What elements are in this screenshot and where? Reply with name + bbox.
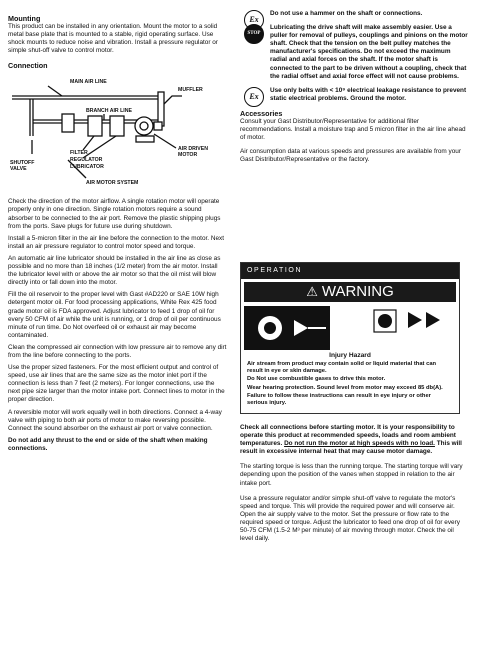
paragraph-fasteners: Use the proper sized fasteners. For the most efficient output and control of speed, use air lines that are the same size as the motor inlet port if the connection is less than 7 feet (2 meters). For longer connections, use the next pipe size larger than the motor intake port. Connect lines to motor in the proper direction.	[8, 364, 225, 404]
right-column	[240, 0, 468, 164]
paragraph-airflow: Check the direction of the motor airflow. A single rotation motor will operate properly only in one direction. Single rotation motors require a sound absorber to be connected to the air port. Remove the plastic shipping plugs from the ports. Save plugs for future use during shutdown.	[8, 198, 221, 230]
label-branch-air-line: BRANCH AIR LINE	[86, 108, 132, 115]
injury-hazard-icons	[244, 306, 458, 350]
warning-line-failure: Failure to follow these instructions can result in eye injury or other serious injury.	[247, 393, 431, 406]
injury-hazard-title: Injury Hazard	[329, 352, 371, 359]
check-connections-no-load: Do not run the motor at high speeds with no load.	[284, 440, 435, 448]
label-lubricator: LUBRICATOR	[70, 164, 104, 171]
mounting-heading: Mounting	[8, 14, 41, 23]
accessories-heading: Accessories	[240, 108, 283, 118]
warning-line-hearing: Wear hearing protection. Sound level from motor may exceed 85 db(A).	[247, 384, 443, 391]
stop-icon: STOP	[244, 24, 264, 44]
air-motor-system-diagram	[8, 74, 228, 194]
operation-header: OPERATION	[241, 263, 459, 279]
warning-hammer	[240, 10, 468, 24]
mounting-text: This product can be installed in any orientation. Mount the motor to a solid metal base plate that is mounted to a stable, rigid operating surface. Use shock mounts to reduce noise and vibration. Install a pressure regulator or simple shut-off valve to control motor.	[8, 23, 218, 55]
paragraph-no-thrust: Do not add any thrust to the end or side of the shaft when making connections.	[8, 436, 208, 452]
warning-line-combustible: Do Not use combustible gases to drive this motor.	[247, 376, 386, 383]
starting-torque-text: The starting torque is less than the running torque. The starting torque will vary depending upon the position of the vanes when stopped in relation to the air intake port.	[240, 463, 463, 487]
paragraph-reversible: A reversible motor will work equally well in both directions. Connect a 4-way valve with piping to both air ports of motor to make reversing possible. Connect the sound absorber on the exhaust air port or valve connection.	[8, 408, 222, 432]
air-consumption-text: Air consumption data at various speeds and pressures are available from your Gast Distributor/Representative or the factory.	[240, 148, 461, 164]
check-connections-text	[240, 424, 468, 456]
warning-belts	[240, 87, 468, 103]
right-column-lower	[240, 424, 468, 543]
label-shutoff: SHUTOFF	[10, 160, 35, 167]
paragraph-clean: Clean the compressed air connection with low pressure air to remove any dirt from the line before connecting to the ports.	[8, 343, 227, 359]
warning-lubricate-text: Lubricating the drive shaft will make assembly easier. Use a puller for removal of pulleys, couplings and pinions on the motor shaft. Check that the tension on the belt pulley matches the manufacturer's specifications. Do not exceed the maximum radial and axial forces on the shaft. If the motor shaft is connected to the part to be driven without a coupling, check that the radial offset and axial force effect will not cause problems.	[270, 24, 468, 80]
warning-lines	[241, 361, 459, 407]
hazard-icons	[244, 306, 456, 350]
label-muffler: MUFFLER	[178, 87, 203, 94]
warning-hammer-text: Do not use a hammer on the shaft or connections.	[270, 10, 423, 17]
paragraph-lubricator: An automatic air line lubricator should be installed in the air line as close as possible and no more than 18 inches (1/2 meter) from the air motor. Install the lubricator level with or above the air motor so that the oil mist will blow directly into or fall down into the motor.	[8, 254, 221, 287]
warning-belts-text: Use only belts with < 10⁹ electrical leakage resistance to prevent static electrical problems. Ground the motor.	[270, 86, 467, 102]
label-filter: FILTER	[70, 150, 88, 157]
warning-triangle-icon: ⚠	[306, 284, 318, 299]
label-air-motor-system: AIR MOTOR SYSTEM	[86, 180, 139, 187]
check-connections-2: This will result in excessive internal heat that may cause motor damage.	[240, 440, 462, 456]
warning-title: WARNING	[321, 283, 394, 300]
warning-lubricate	[240, 24, 468, 81]
label-regulator: REGULATOR	[70, 157, 103, 164]
paragraph-filter: Install a 5-micron filter in the air line before the connection to the motor. Next install an air pressure regulator to control motor speed and torque.	[8, 234, 224, 250]
regulator-text: Use a pressure regulator and/or simple shut-off valve to regulate the motor's speed and torque. This will provide the required power and will conserve air. Open the air supply valve to the motor. Set the pressure or flow rate to the required speed or torque. Adjust the lubricator to feed one drop of oil for every 50-75 CFM (1.5-2 M³ per minute) of air moving through motor. Check the oil level daily.	[240, 494, 460, 543]
warning-line-air-stream: Air stream from product may contain solid or liquid material that can result in eye or skin damage.	[247, 361, 437, 374]
label-air-driven-motor-2: MOTOR	[178, 152, 198, 159]
left-column	[8, 0, 228, 453]
label-valve: VALVE	[10, 166, 27, 173]
paragraph-oil: Fill the oil reservoir to the proper level with Gast #AD220 or SAE 10W high detergent motor oil. For food processing applications, White Rex 425 food grade motor oil is FDA approved. Adjust lubricator to feed 1 drop of oil for every 50 CFM of air while the unit is running, or 1 drop of oil per continuous minute of run time. Do Not overfeed oil or exhaust air may become contaminated.	[8, 291, 221, 339]
operation-warning-box	[240, 262, 460, 414]
accessories-text: Consult your Gast Distributor/Representative for additional filter recommendations. Install a moisture trap and 5 micron filter in the air line ahead of motor.	[240, 117, 466, 142]
ex-icon: Ex	[244, 10, 264, 30]
ex-icon: Ex	[244, 87, 264, 107]
label-air-driven-motor-1: AIR DRIVEN	[178, 146, 208, 153]
warning-banner	[244, 282, 456, 302]
connection-heading: Connection	[8, 61, 48, 71]
check-connections-1: Check all connections before starting motor. It is your responsibility to operate this product at recommended speeds, loads and room ambient temperatures.	[240, 424, 456, 448]
label-main-air-line: MAIN AIR LINE	[70, 79, 107, 86]
